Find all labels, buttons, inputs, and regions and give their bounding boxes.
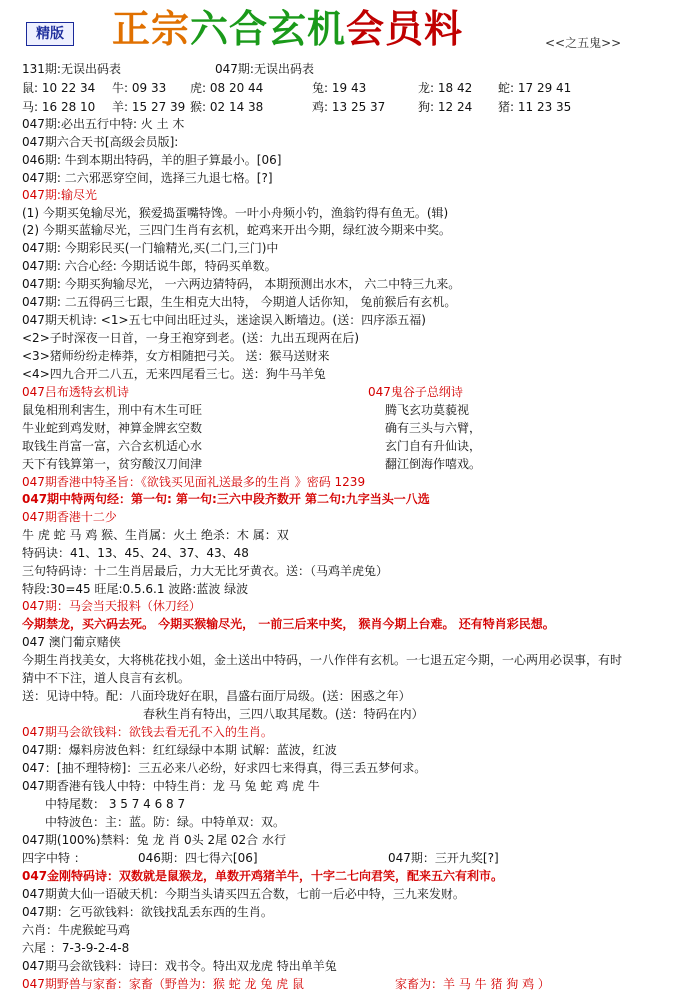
- text-line: 四字中特 ：: [22, 851, 86, 865]
- zodiac-numbers: 09 33: [131, 81, 167, 95]
- section-heading: 047期：马会当天报料（休刀经）: [22, 599, 201, 613]
- text-line: 六尾 ：7-3-9-2-4-8: [22, 941, 130, 955]
- poem-line: 玄门自有升仙诀，: [385, 439, 482, 453]
- section-heading: 047期中特两句经：第一句: 第一句:三六中段齐数开 第二句:九字当头一八选: [22, 492, 430, 506]
- zodiac-cell: [112, 98, 185, 115]
- zodiac-label: 鸡:: [312, 100, 329, 114]
- zodiac-label: 蛇:: [498, 81, 515, 95]
- zodiac-cell: [418, 98, 472, 115]
- zodiac-cell: [498, 79, 571, 96]
- highlight-line: 047金刚特码诗：双数就是鼠猴龙，单数开鸡猪羊牛，十字二七向君笑，配来五六有利市。: [22, 869, 504, 883]
- text-line: 047期: 今期彩民买(一门输精光,买(二门,三门)中: [22, 241, 279, 255]
- zodiac-label: 兔:: [312, 81, 329, 95]
- zodiac-numbers: 17 29 41: [517, 81, 572, 95]
- text-line: 047期：三开九奖[?]: [388, 851, 499, 865]
- edition-badge: 精版: [26, 22, 74, 46]
- zodiac-cell: [22, 79, 95, 96]
- text-line: 春秋生肖有特出，三四八取其尾数。(送：特码在内）: [143, 707, 424, 721]
- zodiac-cell: [418, 79, 472, 96]
- zodiac-label: 狗:: [418, 100, 435, 114]
- title-part-1: 正宗: [112, 7, 191, 51]
- poem-line: 腾飞玄功莫藐视: [385, 403, 470, 417]
- section-heading: 047期香港中特圣旨：《欲钱买见面礼送最多的生肖 》密码 1239: [22, 475, 366, 489]
- zodiac-numbers: 15 27 39: [131, 100, 186, 114]
- zodiac-cell: [22, 98, 95, 115]
- text-line: 047期香港有钱人中特：中特生肖：龙 马 兔 蛇 鸡 虎 牛: [22, 779, 320, 793]
- section-heading: 047鬼谷子总纲诗: [368, 385, 463, 399]
- highlight-line: 家畜为：羊 马 牛 猪 狗 鸡 ）: [395, 977, 550, 991]
- poem-line: 天下有钱算第一，贫穷酸汉刀间津: [22, 457, 203, 471]
- text-line: 047期马会欲钱料：诗曰：戏书令。特出双龙虎 特出单羊兔: [22, 959, 337, 973]
- section-heading: 047期香港十二少: [22, 510, 117, 524]
- text-line: 中特波色：主：蓝。防：绿。中特单双：双。: [45, 815, 286, 829]
- text-line: 牛 虎 蛇 马 鸡 猴、生肖属：火土 绝杀：木 属：双: [22, 528, 289, 542]
- table-caption-left: 131期:无误出码表: [22, 62, 121, 76]
- text-line: 三句特码诗：十二生肖居最后，力大无比牙黄衣。送：（马鸡羊虎兔）: [22, 564, 389, 578]
- zodiac-label: 马:: [22, 100, 39, 114]
- zodiac-label: 虎:: [190, 81, 207, 95]
- table-caption-right: 047期:无误出码表: [215, 62, 314, 76]
- text-line: 047期六合天书[高级会员版]:: [22, 135, 179, 149]
- text-line: <4>四九合开二八五，无来四尾看三七。送：狗牛马羊兔: [22, 367, 326, 381]
- zodiac-numbers: 18 42: [437, 81, 473, 95]
- text-line: 047期: 六合心经: 今期话说牛郎，特码买单数。: [22, 259, 277, 273]
- text-line: 今期生肖找美女，大将桃花找小姐，金土送出中特码，一八作伴有玄机。一七退五定今期，一心两用必误事，有时: [22, 653, 623, 667]
- zodiac-cell: [312, 98, 385, 115]
- poem-line: 牛业蛇到鸡发财，神算金牌玄空数: [22, 421, 203, 435]
- zodiac-cell: [312, 79, 366, 96]
- text-line: 047期：乞丐欲钱料：欲钱找乱丢东西的生肖。: [22, 905, 273, 919]
- section-heading: 047吕布透特玄机诗: [22, 385, 129, 399]
- zodiac-label: 羊:: [112, 100, 129, 114]
- text-line: 047期: 今期买狗输尽光， 一六两边猜特码， 本期预测出水木， 六二中特三九来。: [22, 277, 461, 291]
- section-heading: 047 澳门葡京赌侠: [22, 635, 121, 649]
- text-line: 特段:30=45 旺尾:0.5.6.1 波路:蓝波 绿波: [22, 582, 249, 596]
- text-line: 047期: 二六邪恶穿空间，选择三九退七格。[?]: [22, 171, 273, 185]
- zodiac-cell: [190, 98, 263, 115]
- page-subtitle: <<之五鬼>>: [545, 36, 622, 50]
- highlight-line: 047期野兽与家畜：家畜（野兽为：猴 蛇 龙 兔 虎 鼠: [22, 977, 304, 991]
- text-line: (2) 今期买蓝输尽光，三四门生肖有玄机，蛇鸡来开出今期，绿红波今期来中奖。: [22, 223, 451, 237]
- poem-line: 确有三头与六臂，: [385, 421, 482, 435]
- highlight-line: 今期禁龙，买六码去死。 今期买猴输尽光， 一前三后来中奖， 猴肖今期上台难。 还有特肖彩民想。: [22, 617, 555, 631]
- title-part-3: 会员料: [346, 7, 464, 51]
- text-line: 047期(100%)禁料：兔 龙 肖 0头 2尾 02合 水行: [22, 833, 287, 847]
- zodiac-cell: [190, 79, 263, 96]
- poem-line: 取钱生肖富一富，六合玄机适心水: [22, 439, 203, 453]
- zodiac-label: 牛:: [112, 81, 129, 95]
- zodiac-numbers: 16 28 10: [41, 100, 96, 114]
- text-line: 047期: 二五得码三七跟，生生相克大出特， 今期道人话你知， 兔前猴后有玄机。: [22, 295, 457, 309]
- text-line: (1) 今期买兔输尽光，猴爱捣蛋嘴特馋。一叶小舟频小钓，渔翁钓得有鱼无。(辑): [22, 206, 449, 220]
- zodiac-numbers: 10 22 34: [41, 81, 96, 95]
- zodiac-label: 龙:: [418, 81, 435, 95]
- text-line: 猜中不下注，道人良言有玄机。: [22, 671, 191, 685]
- zodiac-label: 猪:: [498, 100, 515, 114]
- zodiac-label: 猴:: [190, 100, 207, 114]
- page-title: [112, 6, 463, 52]
- poem-line: 鼠兔相刑利害生，刑中有木生可旺: [22, 403, 203, 417]
- poem-line: 翻江倒海作嘻戏。: [385, 457, 482, 471]
- title-part-2: 六合玄机: [190, 7, 347, 51]
- text-line: 046期：四七得六[06]: [138, 851, 258, 865]
- text-line: 047期黄大仙一语破天机：今期当头请买四五合数，七前一后必中特，三九来发财。: [22, 887, 465, 901]
- section-heading: 047期:输尽光: [22, 188, 97, 202]
- zodiac-numbers: 12 24: [437, 100, 473, 114]
- text-line: 送：见诗中特。配：八面玲珑好在职，昌盛右面厅局级。(送：困惑之年）: [22, 689, 411, 703]
- section-heading: 047期马会欲钱料：欲钱去看无孔不入的生肖。: [22, 725, 273, 739]
- zodiac-numbers: 02 14 38: [209, 100, 264, 114]
- zodiac-cell: [112, 79, 166, 96]
- text-line: 特码诀：41、13、45、24、37、43、48: [22, 546, 249, 560]
- text-line: <3>猪师纷纷走棒莽，女方相随把弓关。 送：猴马送财来: [22, 349, 330, 363]
- zodiac-numbers: 13 25 37: [331, 100, 386, 114]
- text-line: 047：[抽不理特榜]：三五必来八必纷，好求四七来得真，得三丢五梦何求。: [22, 761, 427, 775]
- zodiac-numbers: 11 23 35: [517, 100, 572, 114]
- text-line: 中特尾数： 3 5 7 4 6 8 7: [45, 797, 186, 811]
- zodiac-cell: [498, 98, 571, 115]
- zodiac-numbers: 08 20 44: [209, 81, 264, 95]
- text-line: 六肖：牛虎猴蛇马鸡: [22, 923, 131, 937]
- text-line: 047期:必出五行中特: 火 土 木: [22, 117, 185, 131]
- text-line: <2>子时深夜一日首，一身王袍穿到老。(送：九出五现两在后): [22, 331, 360, 345]
- zodiac-label: 鼠:: [22, 81, 39, 95]
- zodiac-numbers: 19 43: [331, 81, 367, 95]
- text-line: 046期: 牛到本期出特码，羊的胆子算最小。[06]: [22, 153, 282, 167]
- text-line: 047期天机诗: <1>五七中间出旺过头，迷途误入断墙边。(送：四序添五福): [22, 313, 426, 327]
- text-line: 047期：爆料房波色料：红红绿绿中本期 试解：蓝波，红波: [22, 743, 337, 757]
